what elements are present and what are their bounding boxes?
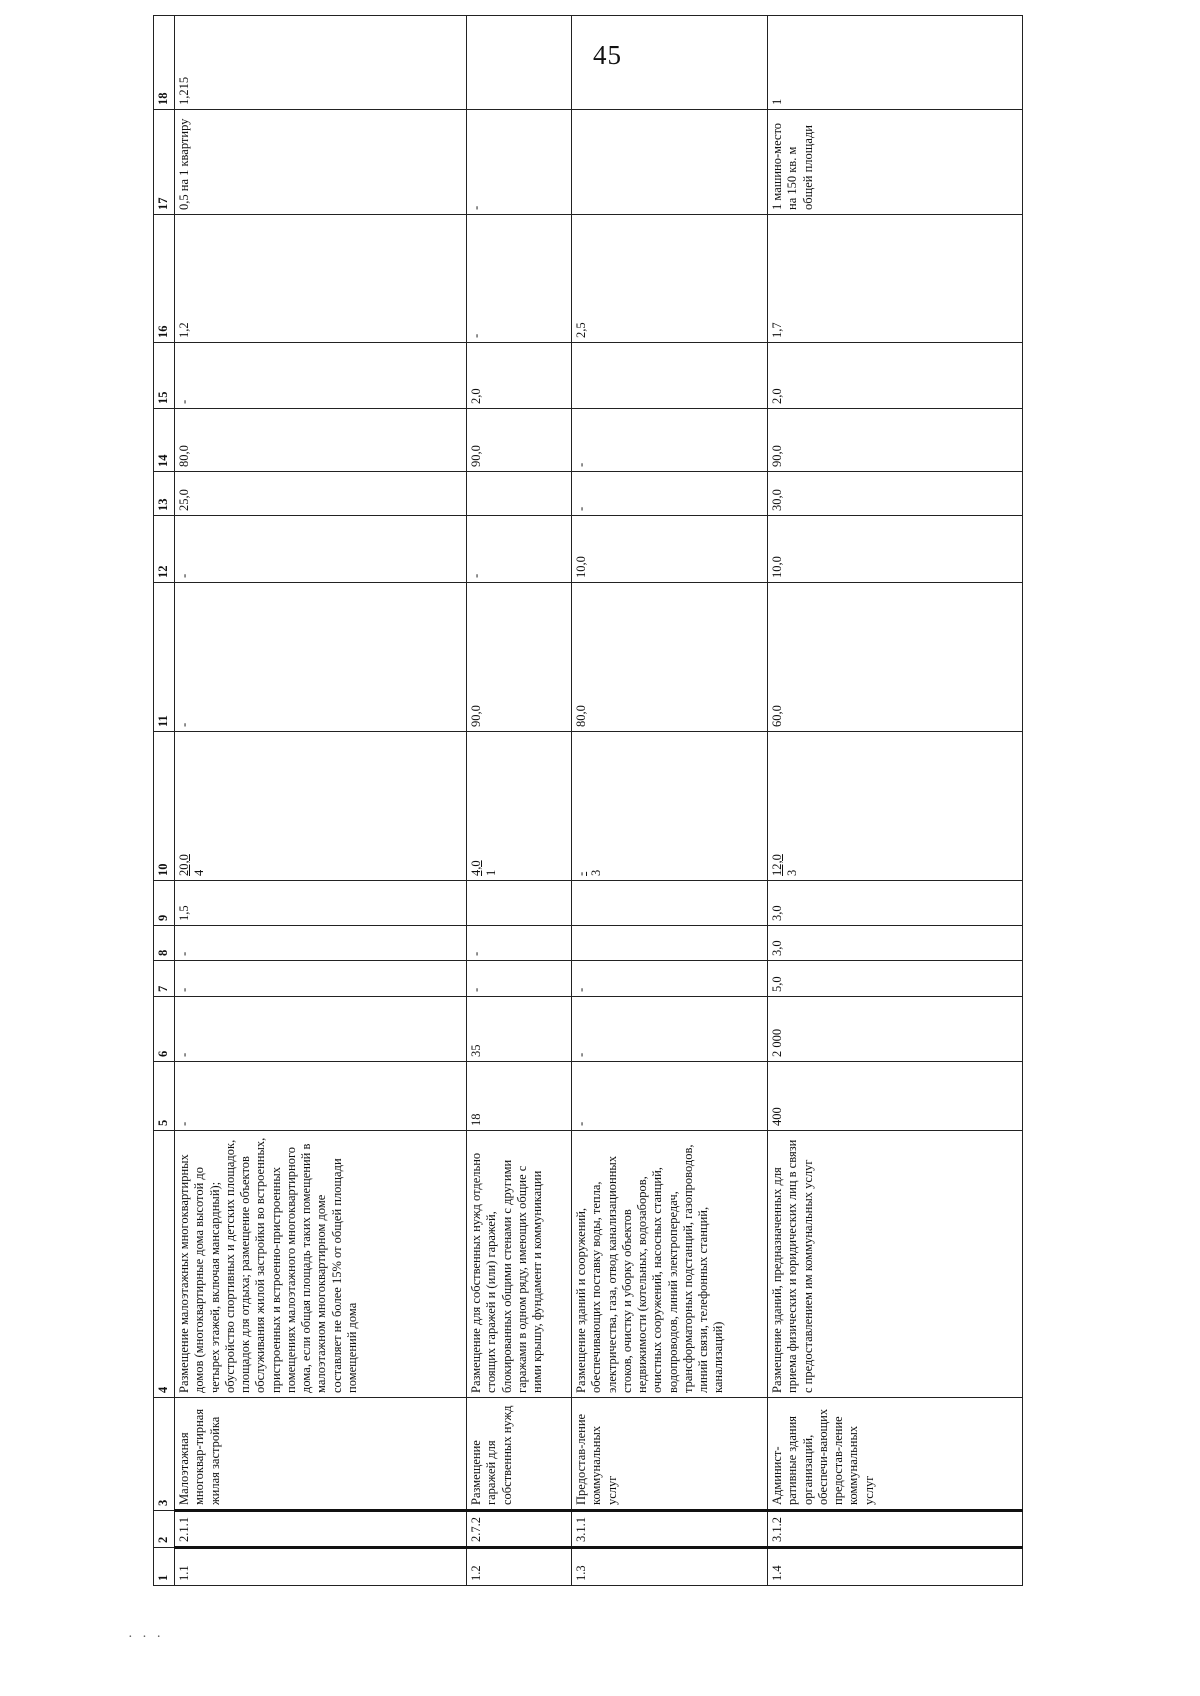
- row-number-cell: 1.1: [175, 1548, 467, 1586]
- fraction-cell: [175, 732, 467, 881]
- value-cell: [572, 16, 768, 110]
- table-row: [572, 16, 768, 1586]
- col-header: 13: [154, 472, 175, 516]
- value-cell: 2,0: [467, 343, 572, 409]
- table-row: [467, 16, 572, 1586]
- value-cell: -: [175, 516, 467, 583]
- parking-cell: [572, 110, 768, 215]
- value-cell: 80,0: [572, 583, 768, 732]
- row-number-cell: 1.4: [768, 1548, 1023, 1586]
- fraction-cell: [768, 732, 1023, 881]
- value-cell: 1,215: [175, 16, 467, 110]
- col-header: 4: [154, 1131, 175, 1398]
- value-cell: 2,0: [768, 343, 1023, 409]
- value-cell: 10,0: [572, 516, 768, 583]
- value-cell: 5,0: [768, 961, 1023, 997]
- value-cell: 35: [467, 997, 572, 1062]
- value-cell: 90,0: [467, 583, 572, 732]
- description-cell: Размещение малоэтажных многоквартирных домов (многоквартирные дома высотой до четырех этажей, включая мансардный); обустройство спортивных и детских площадок, площадок для отдыха; размещение объектов обслуживания жилой застройки во встроенных, пристроенных и встроенно-пристроенных помещениях малоэтажного многоквартирного дома, если общая площадь таких помещений в малоэтажном многоквартирном доме составляет не более 15% от общей площади помещений дома: [175, 1131, 467, 1398]
- value-cell: -: [467, 926, 572, 961]
- value-cell: -: [572, 472, 768, 516]
- value-cell: 18: [467, 1062, 572, 1131]
- code-cell: 2.1.1: [175, 1511, 467, 1548]
- col-header: 12: [154, 516, 175, 583]
- value-cell: 90,0: [768, 409, 1023, 472]
- fraction-denominator: 4: [192, 869, 207, 876]
- row-number-cell: 1.2: [467, 1548, 572, 1586]
- value-cell: -: [572, 961, 768, 997]
- fraction-cell: [467, 732, 572, 881]
- value-cell: 3,0: [768, 926, 1023, 961]
- header-row: [154, 16, 175, 1586]
- footer-mark: · · ·: [128, 1630, 164, 1645]
- fraction-denominator: 1: [484, 869, 499, 876]
- code-cell: 3.1.2: [768, 1511, 1023, 1548]
- value-cell: -: [175, 343, 467, 409]
- description-cell: Размещение зданий, предназначенных для приема физических и юридических лиц в связи с предоставлением им коммунальных услуг: [768, 1131, 1023, 1398]
- col-header: 2: [154, 1511, 175, 1548]
- parking-cell: 0,5 на 1 квартиру: [175, 110, 467, 215]
- value-cell: -: [467, 961, 572, 997]
- fraction-numerator: 20,0: [177, 854, 191, 876]
- fraction-cell: [572, 732, 768, 881]
- value-cell: 3,0: [768, 881, 1023, 926]
- value-cell: [467, 16, 572, 110]
- col-header: 15: [154, 343, 175, 409]
- land-use-table: [153, 15, 1023, 1586]
- value-cell: 1,5: [175, 881, 467, 926]
- use-type-cell: Предостав-ление коммунальных услуг: [572, 1398, 768, 1511]
- value-cell: 80,0: [175, 409, 467, 472]
- value-cell: 400: [768, 1062, 1023, 1131]
- page-number: 45: [593, 40, 622, 70]
- use-type-cell: Админист-ративные здания организаций, обеспечи-вающих предостав-ление коммунальных услуг: [768, 1398, 1023, 1511]
- code-cell: 2.7.2: [467, 1511, 572, 1548]
- fraction-denominator: 3: [589, 869, 604, 876]
- table-row: [175, 16, 467, 1586]
- value-cell: 60,0: [768, 583, 1023, 732]
- row-number-cell: 1.3: [572, 1548, 768, 1586]
- col-header: 17: [154, 110, 175, 215]
- fraction-numerator: 4,0: [469, 860, 483, 876]
- value-cell: 30,0: [768, 472, 1023, 516]
- col-header: 7: [154, 961, 175, 997]
- value-cell: [467, 472, 572, 516]
- value-cell: -: [467, 516, 572, 583]
- value-cell: -: [572, 1062, 768, 1131]
- value-cell: -: [572, 997, 768, 1062]
- col-header: 14: [154, 409, 175, 472]
- use-type-cell: Малоэтажная многоквар-тирная жилая застройка: [175, 1398, 467, 1511]
- value-cell: -: [572, 409, 768, 472]
- col-header: 5: [154, 1062, 175, 1131]
- parking-cell: 1 машино-место на 150 кв. м общей площади: [768, 110, 1023, 215]
- col-header: 9: [154, 881, 175, 926]
- value-cell: 1: [768, 16, 1023, 110]
- value-cell: -: [175, 583, 467, 732]
- description-cell: Размещение для собственных нужд отдельно стоящих гаражей и (или) гаражей, блокированных общими стенами с другими гаражами в одном ряду, имеющих общие с ними крышу, фундамент и коммуникации: [467, 1131, 572, 1398]
- value-cell: 1,7: [768, 215, 1023, 343]
- fraction-numerator: -: [574, 871, 588, 876]
- col-header: 8: [154, 926, 175, 961]
- value-cell: 1,2: [175, 215, 467, 343]
- value-cell: -: [467, 215, 572, 343]
- col-header: 1: [154, 1548, 175, 1586]
- value-cell: 2 000: [768, 997, 1023, 1062]
- value-cell: [572, 926, 768, 961]
- value-cell: 90,0: [467, 409, 572, 472]
- value-cell: 2,5: [572, 215, 768, 343]
- value-cell: -: [175, 1062, 467, 1131]
- table-row: [768, 16, 1023, 1586]
- col-header: 10: [154, 732, 175, 881]
- value-cell: 10,0: [768, 516, 1023, 583]
- col-header: 16: [154, 215, 175, 343]
- col-header: 11: [154, 583, 175, 732]
- code-cell: 3.1.1: [572, 1511, 768, 1548]
- col-header: 6: [154, 997, 175, 1062]
- rotated-table-container: [153, 76, 1023, 1586]
- use-type-cell: Размещение гаражей для собственных нужд: [467, 1398, 572, 1511]
- value-cell: [572, 343, 768, 409]
- value-cell: [467, 881, 572, 926]
- col-header: 3: [154, 1398, 175, 1511]
- value-cell: -: [175, 997, 467, 1062]
- value-cell: 25,0: [175, 472, 467, 516]
- parking-cell: -: [467, 110, 572, 215]
- fraction-denominator: 3: [785, 869, 800, 876]
- col-header: 18: [154, 16, 175, 110]
- value-cell: -: [175, 926, 467, 961]
- description-cell: Размещение зданий и сооружений, обеспечивающих поставку воды, тепла, электричества, газа, отвод канализационных стоков, очистку и уборку объектов недвижимости (котельных, водозаборов, очистных сооружений, насосных станций, водопроводов, линий электропередач, трансформаторных подстанций, газопроводов, линий связи, телефонных станций, канализаций): [572, 1131, 768, 1398]
- value-cell: -: [175, 961, 467, 997]
- value-cell: [572, 881, 768, 926]
- fraction-numerator: 12,0: [770, 854, 784, 876]
